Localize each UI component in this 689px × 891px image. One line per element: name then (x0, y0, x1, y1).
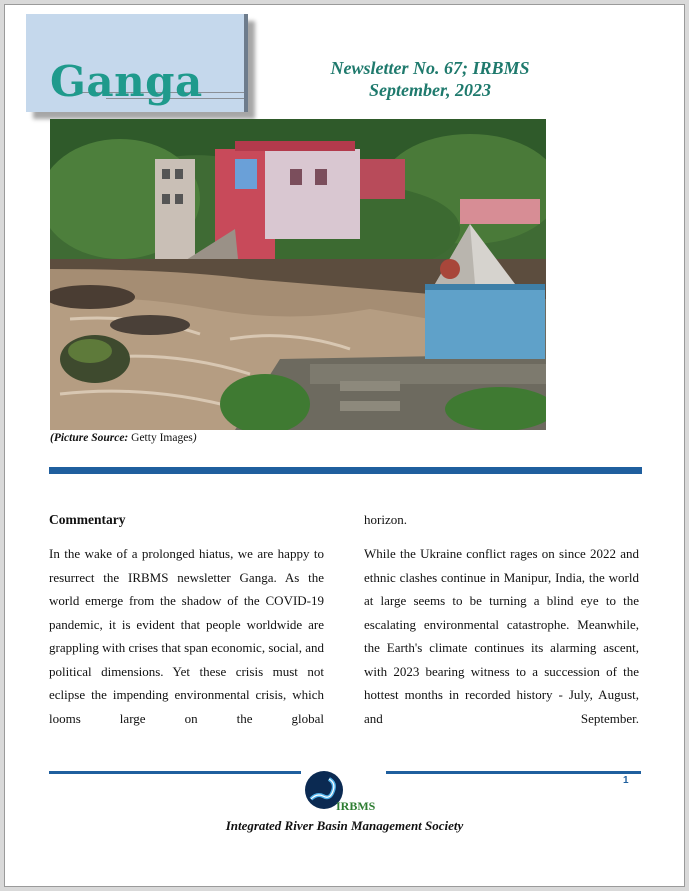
masthead-edge-bar (244, 14, 248, 112)
photo-caption (50, 432, 197, 444)
society-name: Integrated River Basin Management Society (225, 818, 464, 833)
issue-date: September, 2023 (369, 80, 491, 100)
section-divider (49, 467, 642, 474)
flood-scene-illustration (50, 119, 546, 430)
footer-rule-left (49, 771, 301, 774)
caption-label: (Picture Source: (50, 432, 129, 444)
logo-text: IRBMS (336, 799, 376, 813)
column-left (49, 510, 324, 730)
commentary-heading: Commentary (49, 512, 126, 527)
newsletter-title: Ganga (50, 57, 203, 106)
newsletter-page (4, 4, 685, 887)
cover-photo (50, 119, 546, 430)
commentary-paragraph-1: In the wake of a prolonged hiatus, we are happy to resurrect the IRBMS newsletter Ganga. As the world emerge from the shadow of the COVID-19 pandemic, it is evident that people worldwide are grappling with crises that span economic, social, and political dimensions. Yet these crisis must not eclipse the impending environmental crisis, which looms large on the global (49, 546, 324, 726)
issue-number: Newsletter No. 67; IRBMS (330, 58, 530, 78)
column-right (364, 510, 639, 730)
issue-info (305, 57, 555, 101)
caption-source: Getty Images (131, 432, 193, 444)
commentary-continuation: horizon. (364, 512, 407, 527)
caption-close: ) (192, 432, 197, 444)
page-number: 1 (623, 775, 629, 786)
commentary-paragraph-2: While the Ukraine conflict rages on since 2022 and ethnic clashes continue in Manipur, India, the world at large seems to be turning a blind eye to the escalating environmental catastrophe. Meanwhile, the Earth's climate continues its alarming ascent, with 2023 bearing witness to a succession of the hottest months in recorded history - July, August, and September. (364, 546, 639, 726)
footer-rule-right (386, 771, 641, 774)
